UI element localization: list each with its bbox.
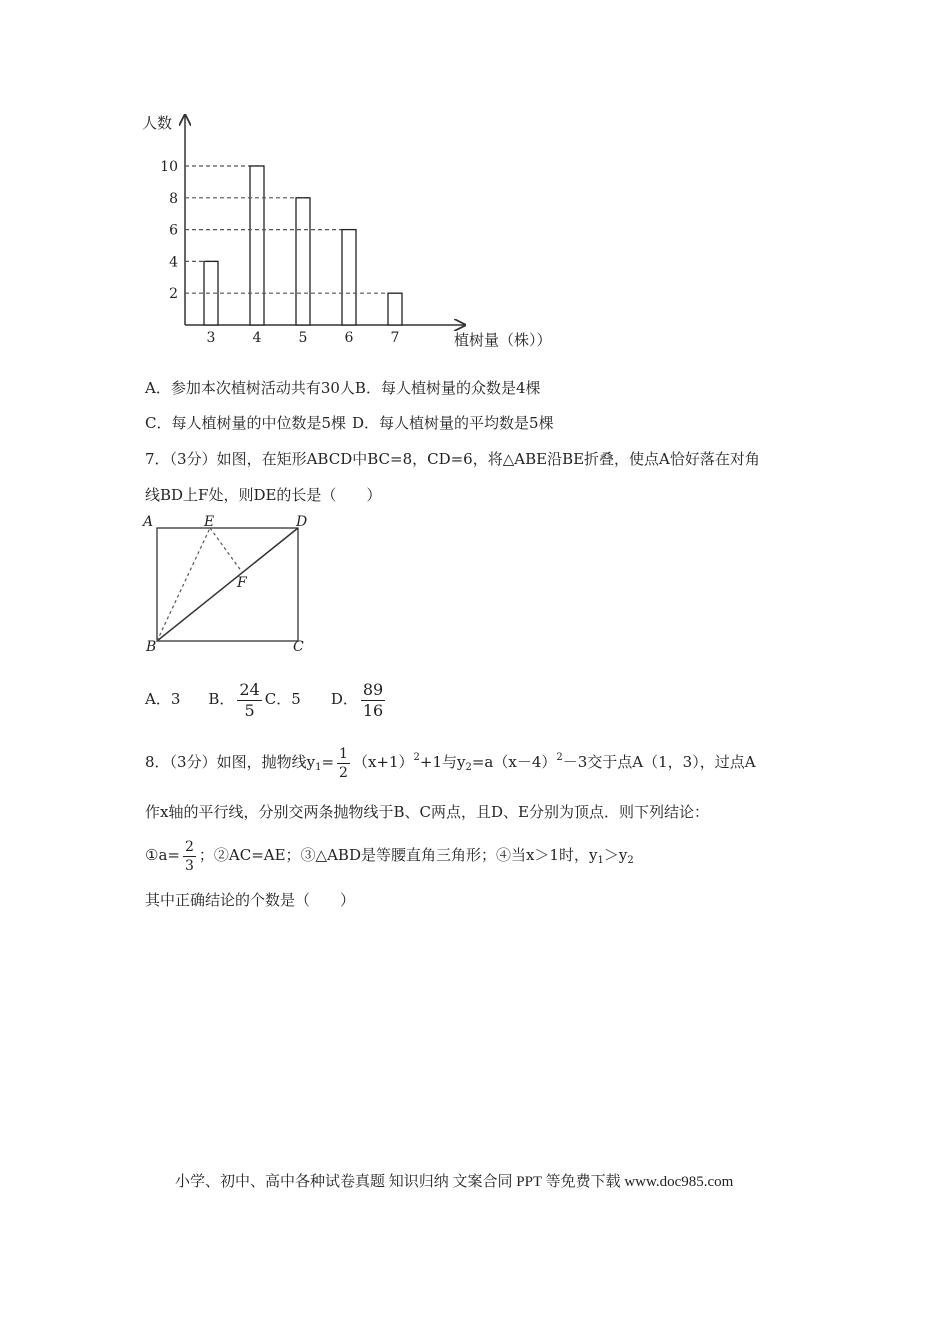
q7-option-a: A．3: [145, 690, 181, 708]
q6-option-c: C．每人植树量的中位数是5棵: [145, 414, 347, 432]
q8-fraction-half: $\frac{1}{2}$: [339, 745, 348, 781]
y-tick-label-2: 2: [169, 286, 178, 303]
label-d: D: [296, 514, 308, 530]
y-tick-label-10: 10: [160, 159, 178, 175]
label-c: C: [293, 639, 304, 655]
bar-chart: [0, 0, 950, 370]
bar-7: [388, 293, 402, 325]
y-tick-label-6: 6: [169, 222, 178, 239]
q8-line2: 作x轴的平行线，分别交两条抛物线于B、C两点，且D、E分别为顶点．则下列结论：: [145, 803, 709, 821]
rectangle-fold-figure: [0, 505, 950, 660]
q7-line1: 7．（3分）如图，在矩形ABCD中BC=8，CD=6，将△ABE沿BE折叠，使点A恰好落在对角: [145, 450, 760, 468]
x-tick-label-5: 5: [298, 330, 308, 346]
y-tick-label-4: 4: [169, 254, 178, 271]
q8-line1: 8．（3分）如图，抛物线$y_1=$ $\frac{1}{2}$ $(x+1)^2+1$与$y_2=a(x-4)^2-3$交于点A（1，3），过点A: [145, 745, 756, 781]
diagonal-bd: [157, 528, 298, 641]
q8-line4: 其中正确结论的个数是（ ）: [145, 891, 356, 909]
q8-line3: ①a= $\frac{2}{3}$ ；②AC=AE；③△ABD是等腰直角三角形；④当x＞1时，$y_1>y_2$: [145, 838, 634, 874]
q6-option-d: D．每人植树量的平均数是5棵: [352, 414, 554, 432]
page-footer: 小学、初中、高中各种试卷真题 知识归纳 文案合同 PPT 等免费下载 www.doc985.com: [175, 1174, 734, 1190]
label-e: E: [204, 514, 215, 530]
q7-option-c: C．5: [264, 690, 301, 708]
x-tick-label-7: 7: [390, 330, 400, 346]
y-axis-label: 人数: [142, 114, 173, 132]
q6-option-a-b: [145, 378, 541, 398]
segment-ef: [210, 528, 242, 572]
x-tick-label-6: 6: [344, 330, 354, 346]
x-tick-label-3: 3: [206, 330, 216, 346]
bar-6: [342, 230, 356, 325]
q7-option-b-prefix: B．: [208, 690, 235, 708]
label-a: A: [143, 514, 154, 530]
q7-option-b-fraction: $\frac{24}{5}$: [239, 679, 260, 720]
q8-fraction-two-thirds: $\frac{2}{3}$: [184, 838, 194, 874]
q7-line2: 线BD上F处，则DE的长是（ ）: [145, 486, 382, 504]
label-f: F: [237, 575, 247, 591]
q7-option-d-prefix: D．: [330, 690, 358, 708]
x-tick-label-4: 4: [252, 330, 262, 346]
q6-option-b: B．每人植树量的众数是4棵: [354, 379, 541, 397]
x-axis-label: 植树量（株））: [454, 331, 552, 349]
q6-option-c-d: [145, 413, 554, 433]
segment-be: [157, 528, 210, 641]
y-tick-label-8: 8: [169, 190, 178, 207]
q7-options: [145, 677, 388, 721]
label-b: B: [146, 639, 157, 655]
bar-5: [296, 198, 310, 325]
q6-option-a: A．参加本次植树活动共有30人: [145, 379, 355, 397]
q7-option-d-fraction: $\frac{89}{16}$: [362, 679, 384, 720]
bar-4: [250, 166, 264, 325]
